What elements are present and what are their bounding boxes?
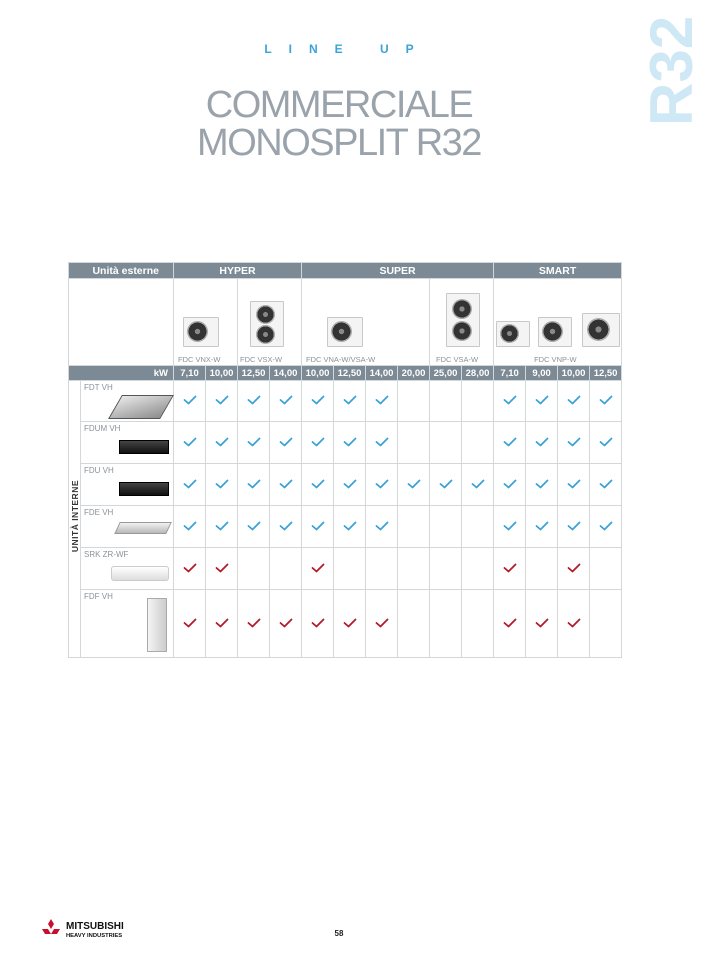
table-row <box>69 548 622 590</box>
group-smart: SMART <box>494 263 622 279</box>
compatibility-cell <box>398 506 430 548</box>
table-row <box>69 590 622 658</box>
compatibility-cell <box>238 548 270 590</box>
compatibility-cell <box>270 422 302 464</box>
check-icon <box>311 434 325 444</box>
compatibility-cell <box>590 548 622 590</box>
capacity-cell: 10,00 <box>558 366 590 381</box>
compatibility-cell <box>558 506 590 548</box>
capacity-cell: 12,50 <box>334 366 366 381</box>
compatibility-cell <box>494 422 526 464</box>
check-icon <box>279 476 293 486</box>
table-row <box>69 506 622 548</box>
indoor-unit-cell <box>81 422 174 464</box>
check-icon <box>279 518 293 528</box>
check-icon <box>375 615 389 625</box>
compatibility-cell <box>334 464 366 506</box>
capacity-cell: 12,50 <box>238 366 270 381</box>
compatibility-cell <box>558 381 590 422</box>
compatibility-cell <box>526 548 558 590</box>
outdoor-unit-icon <box>250 301 284 347</box>
check-icon <box>215 615 229 625</box>
capacity-cell: 20,00 <box>398 366 430 381</box>
group-hyper: HYPER <box>174 263 302 279</box>
side-tag <box>622 6 705 126</box>
compatibility-cell <box>590 381 622 422</box>
compatibility-cell <box>366 590 398 658</box>
check-icon <box>215 476 229 486</box>
compatibility-cell <box>238 381 270 422</box>
compatibility-cell <box>302 422 334 464</box>
title-line-1: COMMERCIALE <box>205 84 473 126</box>
check-icon <box>535 518 549 528</box>
compatibility-cell <box>494 464 526 506</box>
page-number: 58 <box>334 929 344 938</box>
outdoor-unit-icon <box>538 317 572 347</box>
compatibility-cell <box>494 381 526 422</box>
check-icon <box>247 434 261 444</box>
indoor-units-side <box>69 381 81 658</box>
check-icon <box>503 476 517 486</box>
compatibility-cell <box>206 464 238 506</box>
model-label: FDC VSX-W <box>240 355 283 364</box>
check-icon <box>183 434 197 444</box>
check-icon <box>247 518 261 528</box>
compatibility-cell <box>334 381 366 422</box>
compatibility-cell <box>238 422 270 464</box>
check-icon <box>503 434 517 444</box>
compatibility-cell <box>270 464 302 506</box>
check-icon <box>215 392 229 402</box>
compatibility-cell <box>302 590 334 658</box>
model-label: FDC VSA-W <box>436 355 479 364</box>
capacity-cell: 10,00 <box>206 366 238 381</box>
table-row <box>69 464 622 506</box>
indoor-unit-cell <box>81 548 174 590</box>
check-icon <box>503 518 517 528</box>
group-header-row <box>69 263 622 279</box>
compatibility-cell <box>206 548 238 590</box>
model-label: FDC VNA-W/VSA-W <box>306 355 376 364</box>
check-icon <box>311 476 325 486</box>
check-icon <box>599 392 613 402</box>
compatibility-cell <box>590 590 622 658</box>
compatibility-cell <box>430 464 462 506</box>
check-icon <box>567 392 581 402</box>
check-icon <box>503 392 517 402</box>
compatibility-cell <box>558 548 590 590</box>
outdoor-unit-icon <box>582 313 620 347</box>
compatibility-cell <box>174 422 206 464</box>
outdoor-label: Unità esterne <box>69 263 174 279</box>
check-icon <box>247 392 261 402</box>
indoor-rows <box>69 381 622 658</box>
check-icon <box>503 615 517 625</box>
check-icon <box>215 434 229 444</box>
compatibility-cell <box>462 590 494 658</box>
outdoor-unit-icon <box>327 317 363 347</box>
compatibility-cell <box>302 381 334 422</box>
check-icon <box>215 560 229 570</box>
check-icon <box>567 476 581 486</box>
side-tag-text: R32 <box>638 15 705 126</box>
indoor-model-label: FDT VH <box>84 383 113 392</box>
check-icon <box>311 518 325 528</box>
check-icon <box>599 434 613 444</box>
compatibility-cell <box>558 590 590 658</box>
compatibility-cell <box>366 548 398 590</box>
brand-line-1: MITSUBISHI <box>66 921 124 932</box>
check-icon <box>503 560 517 570</box>
unit-fdc-vsx <box>238 279 302 366</box>
compatibility-cell <box>334 506 366 548</box>
compatibility-cell <box>398 422 430 464</box>
check-icon <box>343 392 357 402</box>
compatibility-cell <box>238 464 270 506</box>
check-icon <box>471 476 485 486</box>
check-icon <box>183 392 197 402</box>
check-icon <box>535 392 549 402</box>
capacity-cell: 14,00 <box>366 366 398 381</box>
compatibility-cell <box>558 422 590 464</box>
compatibility-cell <box>558 464 590 506</box>
compatibility-cell <box>366 506 398 548</box>
indoor-unit-cell <box>81 464 174 506</box>
compatibility-cell <box>398 548 430 590</box>
compatibility-cell <box>334 422 366 464</box>
model-label: FDC VNX-W <box>178 355 221 364</box>
compatibility-cell <box>302 506 334 548</box>
compatibility-cell <box>590 464 622 506</box>
check-icon <box>535 476 549 486</box>
capacity-cell: 7,10 <box>174 366 206 381</box>
compatibility-cell <box>494 548 526 590</box>
outdoor-unit-icon <box>446 293 480 347</box>
capacity-cell: 10,00 <box>302 366 334 381</box>
check-icon <box>375 518 389 528</box>
check-icon <box>183 560 197 570</box>
check-icon <box>567 518 581 528</box>
indoor-unit-cell <box>81 506 174 548</box>
compatibility-cell <box>174 464 206 506</box>
compatibility-cell <box>270 548 302 590</box>
compatibility-cell <box>430 548 462 590</box>
compatibility-cell <box>206 422 238 464</box>
indoor-model-label: SRK ZR-WF <box>84 550 129 559</box>
compatibility-cell <box>590 422 622 464</box>
lineup-table <box>68 262 622 658</box>
compatibility-cell <box>270 590 302 658</box>
compatibility-cell <box>526 422 558 464</box>
indoor-unit-cell <box>81 590 174 658</box>
check-icon <box>247 615 261 625</box>
check-icon <box>343 476 357 486</box>
compatibility-cell <box>238 590 270 658</box>
eyebrow: LINE UP <box>264 42 431 56</box>
unit-fdc-vna-vsa <box>302 279 430 366</box>
compatibility-cell <box>366 422 398 464</box>
indoor-model-label: FDU VH <box>84 466 114 475</box>
title-line-2: MONOSPLIT R32 <box>197 122 481 164</box>
compatibility-cell <box>462 506 494 548</box>
indoor-label: UNITÀ INTERNE <box>69 480 80 553</box>
compatibility-cell <box>462 548 494 590</box>
capacity-cell: 28,00 <box>462 366 494 381</box>
check-icon <box>567 560 581 570</box>
brand-line-2: HEAVY INDUSTRIES <box>66 933 123 939</box>
compatibility-cell <box>270 381 302 422</box>
check-icon <box>311 560 325 570</box>
compatibility-cell <box>366 381 398 422</box>
compatibility-cell <box>334 548 366 590</box>
model-label: FDC VNP-W <box>534 355 577 364</box>
compatibility-cell <box>398 381 430 422</box>
compatibility-cell <box>174 381 206 422</box>
check-icon <box>343 615 357 625</box>
check-icon <box>407 476 421 486</box>
capacity-cell: 14,00 <box>270 366 302 381</box>
compatibility-cell <box>526 590 558 658</box>
capacity-row <box>69 366 622 381</box>
kw-label: kW <box>69 366 174 381</box>
check-icon <box>439 476 453 486</box>
check-icon <box>343 518 357 528</box>
compatibility-cell <box>270 506 302 548</box>
compatibility-cell <box>430 590 462 658</box>
compatibility-cell <box>494 506 526 548</box>
check-icon <box>183 476 197 486</box>
compatibility-cell <box>206 381 238 422</box>
check-icon <box>375 476 389 486</box>
check-icon <box>279 434 293 444</box>
indoor-model-label: FDUM VH <box>84 424 121 433</box>
compatibility-cell <box>526 464 558 506</box>
check-icon <box>311 615 325 625</box>
indoor-model-label: FDF VH <box>84 592 113 601</box>
compatibility-cell <box>174 506 206 548</box>
check-icon <box>343 434 357 444</box>
capacity-cell: 25,00 <box>430 366 462 381</box>
compatibility-cell <box>462 422 494 464</box>
compatibility-cell <box>398 590 430 658</box>
check-icon <box>183 518 197 528</box>
capacity-cell: 12,50 <box>590 366 622 381</box>
compatibility-cell <box>398 464 430 506</box>
unit-fdc-vnx <box>174 279 238 366</box>
table-row <box>69 422 622 464</box>
outdoor-units-row <box>69 279 622 366</box>
check-icon <box>535 615 549 625</box>
check-icon <box>279 392 293 402</box>
compatibility-cell <box>462 381 494 422</box>
compatibility-cell <box>334 590 366 658</box>
check-icon <box>599 518 613 528</box>
compatibility-cell <box>206 590 238 658</box>
check-icon <box>535 434 549 444</box>
check-icon <box>375 392 389 402</box>
compatibility-cell <box>366 464 398 506</box>
capacity-cell: 7,10 <box>494 366 526 381</box>
compatibility-cell <box>174 590 206 658</box>
compatibility-cell <box>206 506 238 548</box>
unit-fdc-vsa <box>430 279 494 366</box>
compatibility-cell <box>462 464 494 506</box>
indoor-model-label: FDE VH <box>84 508 114 517</box>
compatibility-cell <box>430 422 462 464</box>
compatibility-cell <box>494 590 526 658</box>
check-icon <box>375 434 389 444</box>
capacity-cell: 9,00 <box>526 366 558 381</box>
unit-fdc-vnp <box>494 279 622 366</box>
compatibility-cell <box>526 381 558 422</box>
check-icon <box>311 392 325 402</box>
check-icon <box>567 434 581 444</box>
table-row <box>69 381 622 422</box>
group-super: SUPER <box>302 263 494 279</box>
check-icon <box>247 476 261 486</box>
page-title <box>0 86 678 162</box>
compatibility-cell <box>590 506 622 548</box>
check-icon <box>183 615 197 625</box>
indoor-unit-cell <box>81 381 174 422</box>
compatibility-cell <box>430 381 462 422</box>
compatibility-cell <box>174 548 206 590</box>
compatibility-cell <box>526 506 558 548</box>
check-icon <box>215 518 229 528</box>
compatibility-cell <box>238 506 270 548</box>
compatibility-cell <box>302 548 334 590</box>
check-icon <box>279 615 293 625</box>
compatibility-cell <box>430 506 462 548</box>
check-icon <box>599 476 613 486</box>
outdoor-unit-icon <box>496 321 530 347</box>
outdoor-unit-icon <box>183 317 219 347</box>
check-icon <box>567 615 581 625</box>
compatibility-cell <box>302 464 334 506</box>
